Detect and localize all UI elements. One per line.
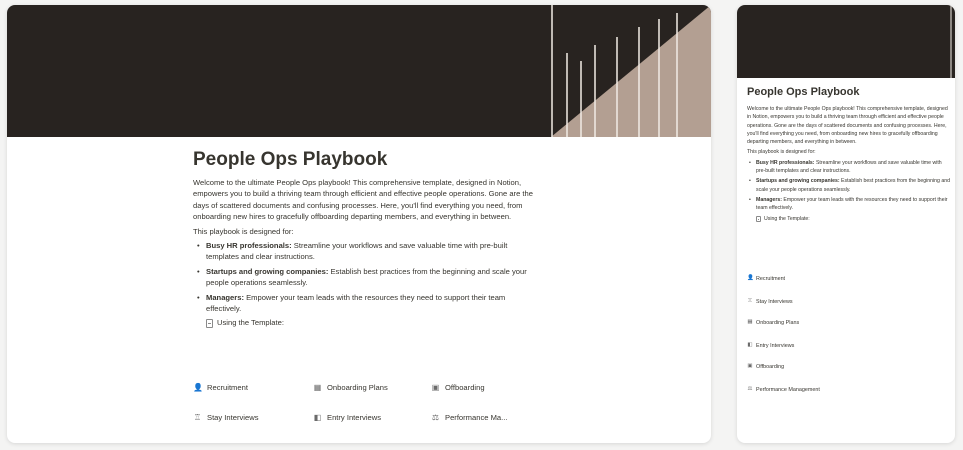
trophy-icon: ♖: [193, 412, 202, 422]
subpage-label: Offboarding: [756, 364, 785, 370]
trophy-icon: ♖: [747, 298, 753, 305]
audience-text: Establish best practices from the beginning and scale your people operations seamlessly.: [756, 178, 951, 193]
designed-for-text: This playbook is designed for:: [193, 226, 294, 236]
audience-text: Empower your team leads with the resources they need to support their team effectively.: [756, 196, 948, 212]
subpage-recruitment[interactable]: [193, 383, 248, 392]
subpage-label: Stay Interviews: [207, 413, 259, 422]
audience-text: Streamline your workflows and save valuable time with pre-built templates and clear instructions.: [756, 159, 942, 175]
list-item: [193, 292, 538, 315]
intro-paragraph: Welcome to the ultimate People Ops playbook! This comprehensive template, designed in Notion, empowers you to build a thriving team through efficient and effective people operations. Gone are the days of scattered documents and confusing processes. Here, you'll find everything you need, from onboarding new hires to gracefully offboarding departing members, and everything in between.: [193, 178, 533, 222]
using-template-label: Using the Template:: [764, 215, 810, 222]
person-add-icon: 👤: [747, 275, 754, 282]
calendar-icon: ▦: [747, 319, 753, 326]
template-preview-desktop[interactable]: [7, 5, 711, 443]
scale-icon: ⚖: [747, 386, 753, 393]
scale-icon: ⚖: [431, 412, 440, 422]
using-template-link[interactable]: [206, 317, 538, 328]
door-exit-icon: ▣: [431, 382, 440, 392]
list-item: [747, 177, 951, 194]
subpage-onboarding-plans[interactable]: [313, 383, 388, 392]
list-item: [747, 196, 951, 213]
intro-paragraph: Welcome to the ultimate People Ops playbook! This comprehensive template, designed in Notion, empowers you to build a thriving team through efficient and effective people operations. Gone are the days of scattered documents and confusing processes. Here, you'll find everything you need, from onboarding new hires to gracefully offboarding departing members, and everything in between.: [747, 106, 948, 146]
file-icon: [756, 216, 761, 222]
audience-text: Streamline your workflows and save valuable time with pre-built templates and clear instructions.: [206, 241, 508, 262]
using-template-label: Using the Template:: [217, 318, 284, 328]
subpage-label: Recruitment: [207, 383, 248, 392]
cover-graphic: [737, 5, 955, 78]
audience-label: Busy HR professionals:: [206, 241, 292, 251]
list-item: [193, 240, 538, 263]
file-icon: [206, 319, 213, 328]
subpage-performance-management[interactable]: [431, 413, 507, 422]
subpage-label: Entry Interviews: [756, 343, 795, 349]
subpage-performance-management[interactable]: [747, 387, 820, 393]
door-enter-icon: ◧: [747, 342, 753, 349]
subpage-label: Offboarding: [445, 383, 485, 392]
designed-for-text: This playbook is designed for:: [747, 149, 816, 156]
audience-text: Empower your team leads with the resources they need to support their team effectively.: [206, 292, 506, 314]
subpage-recruitment[interactable]: [747, 276, 785, 282]
subpage-offboarding[interactable]: [747, 364, 784, 370]
page-body: [747, 105, 951, 223]
subpage-stay-interviews[interactable]: [193, 413, 259, 422]
subpage-label: Performance Management: [756, 387, 820, 393]
audience-label: Startups and growing companies:: [756, 178, 840, 185]
audience-label: Busy HR professionals:: [756, 159, 815, 166]
list-item: [193, 266, 538, 289]
using-template-link[interactable]: [756, 215, 951, 223]
subpage-stay-interviews[interactable]: [747, 299, 793, 305]
cover-graphic: [7, 5, 711, 137]
subpage-entry-interviews[interactable]: [747, 343, 794, 349]
template-preview-mobile[interactable]: [737, 5, 955, 443]
audience-text: Establish best practices from the beginning and scale your people operations seamlessly.: [206, 266, 527, 288]
person-add-icon: 👤: [193, 382, 203, 392]
audience-label: Managers:: [756, 196, 782, 203]
cover-image: [737, 5, 955, 78]
subpage-label: Entry Interviews: [327, 413, 382, 422]
list-item: [747, 159, 951, 176]
door-exit-icon: ▣: [747, 363, 753, 370]
subpage-onboarding-plans[interactable]: [747, 320, 799, 326]
calendar-icon: ▦: [313, 382, 322, 392]
audience-list: [747, 159, 951, 213]
audience-label: Startups and growing companies:: [206, 266, 329, 276]
subpage-label: Onboarding Plans: [327, 383, 388, 392]
subpage-entry-interviews[interactable]: [313, 413, 381, 422]
page-title: People Ops Playbook: [747, 86, 860, 98]
subpage-label: Recruitment: [756, 276, 786, 282]
door-enter-icon: ◧: [313, 412, 322, 422]
subpage-label: Stay Interviews: [756, 299, 793, 305]
cover-tan-triangle: [551, 5, 711, 137]
cover-image: [7, 5, 711, 137]
page-title: People Ops Playbook: [193, 149, 388, 170]
audience-list: [193, 240, 538, 314]
subpage-offboarding[interactable]: [431, 383, 485, 392]
page-body: [193, 177, 538, 329]
audience-label: Managers:: [206, 292, 244, 302]
subpage-label: Onboarding Plans: [756, 320, 800, 326]
subpage-label: Performance Ma...: [445, 413, 508, 422]
